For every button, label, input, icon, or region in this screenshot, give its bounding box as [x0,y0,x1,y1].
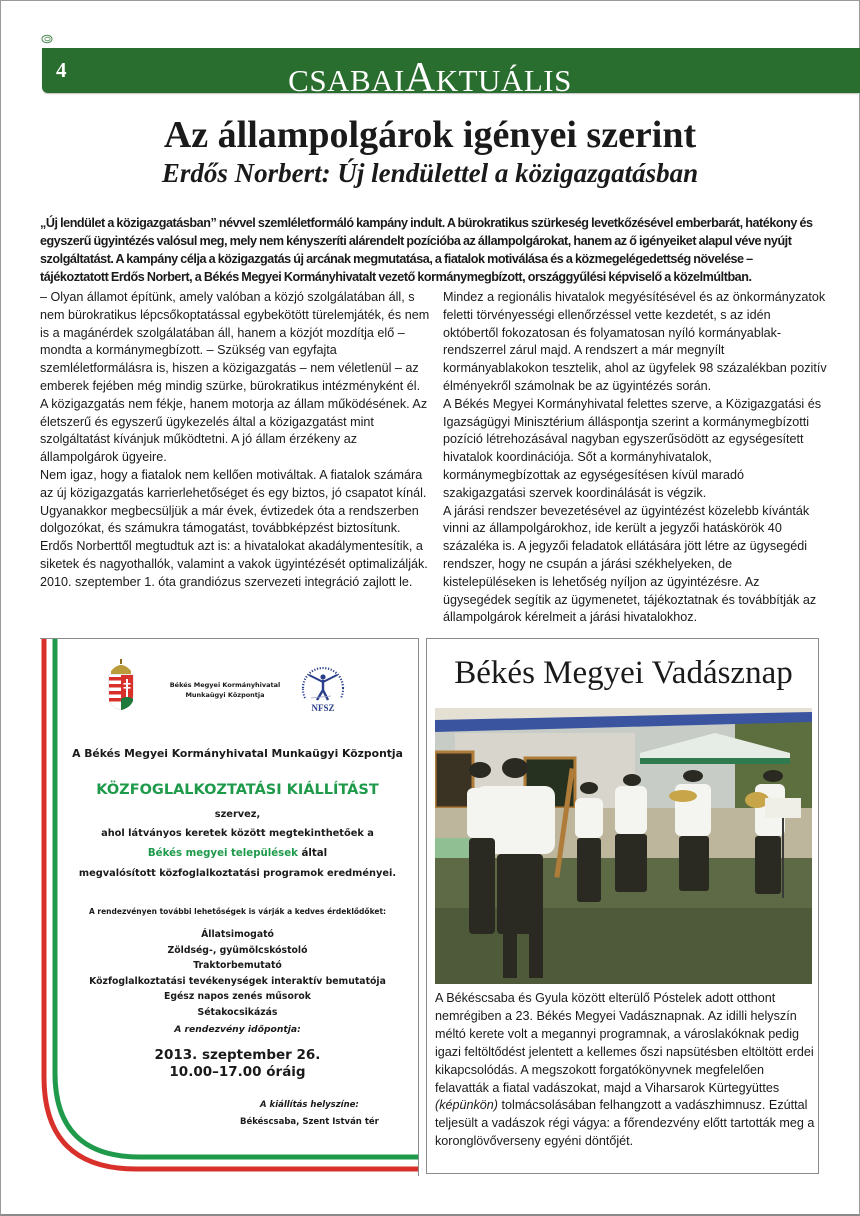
agency-name-line1: Békés Megyei Kormányhivatal [169,681,281,689]
program-item: Állatsimogató [201,929,274,940]
page-number: 4 [56,58,67,82]
hunting-day-text-part1: A Békéscsaba és Gyula között elterülő Póstelek adott otthont nemrégiben a 23. Békés Megyei Vadásznapnak. Az idilli helyszín méltó kerete volt a megannyi programnak, a városlakóknak pedig igazi feltöltődést jelentett a kellemes őszi napsütésben eltöltött erdei kikapcsolódás. A megszokott forgatókönyvnek megfelelően felavatták a fiatal vadászokat, majd a Viharsarok Kürtegyüttes [435,991,814,1095]
hungarian-coat-of-arms-icon [106,659,136,711]
article-lead: „Új lendület a közigazgatásban” névvel szemléletformáló kampány indult. A bürokratikus szürkeség levetkőzésével emberbarát, hatékony és egyszerű ügyintézés valósul meg, mely nem kényszeríti alárendelt pozícióba az állampolgárokat, hanem az ő igényeiket alapul véve nyújt szolgáltatást. A kampány célja a közigazgatás új arcának megmutatása, a fiatalok motiválása és a közmegelégedettség növelése – tájékoztatott Erdős Norbert, a Békés Megyei Kormányhivatalt vezető kormánymegbízott, országgyűlési képviselő a közelmúltban. [40,216,813,284]
ad-settlements-rest: által [297,848,328,859]
horn-ensemble-photo [435,708,812,984]
ad-date-hours: 10.00–17.00 óráig [169,1064,306,1080]
paragraph: A járási rendszer bevezetésével az ügyintézést közelebb kívánták vinni az állampolgárokhoz, ide került a jegyzői hatáskörök 40 százaléka is. A jegyzői feladatok ellátására jött létre az ügysegédi rendszer, hogy ne csupán a járási székhelyeken, de kistelepüléseken is lehetőség nyíljon az ügyintézésre. Az ügysegédek segítik az ügymenetet, tájékoztatnak és továbbítják az állampolgárok kérelmeit a járási hivatalokhoz. [443,503,817,625]
article-title: Az állampolgárok igényei szerint [163,114,697,156]
nfsz-logo-icon [295,660,351,716]
paragraph: A Békés Megyei Kormányhivatal felettes szerve, a Közigazgatási és Igazságügyi Minisztérium álláspontja szerint a kormánymegbízotti pozíció létrehozásával nagyban egyszerűsödött az egységesített hivatalok koordinációja. Sőt a kormányhivatalok, kormánymegbízottak az egységesítésen kívül maradó szakigazgatási szervek koordinálását is végzik. [443,396,822,500]
masthead [0,54,860,102]
masthead-part1: CSABAI [288,63,405,98]
ad-settlements [40,848,419,859]
hunting-day-text [435,990,815,1151]
ad-description: ahol látványos keretek között megtekinthetőek a [101,828,374,839]
ad-location-label: A kiállítás helyszíne: [260,1100,359,1110]
swirl-ornament-icon [41,34,53,44]
program-item: Zöldség-, gyümölcskóstoló [167,944,308,956]
ad-date-day: 2013. szeptember 26. [154,1047,321,1063]
ad-time-label: A rendezvény időpontja: [174,1024,301,1035]
exhibition-advertisement [40,638,419,1176]
svg-text:NFSZ: NFSZ [311,703,335,713]
ad-headline: KÖZFOGLALKOZTATÁSI KIÁLLÍTÁST [96,782,379,798]
ad-date [40,1047,419,1081]
ad-results: megvalósított közfoglalkoztatási programok eredményei. [78,868,397,879]
program-item: Egész napos zenés műsorok [164,991,311,1002]
hunting-day-text-part2: tolmácsolásában felhangzott a vadászhimnusz. Ezúttal teljesült a vadászok régi vágya: a főrendezvény előtt tartották meg a koronglövőverseny egyéni döntőjét. [435,1098,815,1149]
article-column-right [443,289,828,627]
hunting-day-box [426,638,819,1174]
agency-name [150,680,300,700]
ad-location: Békéscsaba, Szent István tér [240,1117,379,1127]
ad-further-options: A rendezvényen további lehetőségek is várják a kedves érdeklődőket: [88,907,387,916]
paragraph: Erdős Norberttől megtudtuk azt is: a hivatalokat akadálymentesítik, a siketek és nagyothallók, valamint a vakok ügyintézését optimalizálják. 2010. szeptember 1. óta grandiózus szervezeti integráció zajlott le. [40,539,428,589]
program-item: Traktorbemutató [193,960,282,971]
ad-logos [40,656,419,716]
hunting-day-title: Békés Megyei Vadásznap [454,655,793,691]
article-column-left [40,289,430,592]
ad-program-list [40,927,419,1020]
program-item: Közfoglalkoztatási tevékenységek interaktív bemutatója [89,975,386,987]
paragraph: Nem igaz, hogy a fiatalok nem kellően motiváltak. A fiatalok számára az új közigazgatás karrierlehetőséget és egy biztos, jó csapatot kínál. Ugyanakkor megbecsüljük a már évek, évtizedek óta a rendszerben dolgozókat, és számukra támogatást, továbbképzést biztosítunk. [40,467,427,536]
paragraph: – Olyan államot építünk, amely valóban a közjó szolgálatában áll, s nem bürokratikus lépcsőkoptatással egybekötött türelemjáték, és nem is a magánérdek szolgálatában áll, hanem a közjót mozdítja elő – mondta a kormánymegbízott. – Szükség van egyfajta szemléletformálásra is, hiszen a közigazgatás – nem véletlenül – az emberek fejében még mindig szürke, bürokratikus intézményként él. A közigazgatás nem fékje, hanem motorja az állam működésének. Az életszerű és egyszerű ügykezelés által a közigazgatást mint szolgáltatást kívánjuk működtetni. A jó állam érzékeny az állampolgárok ügyeire. [40,290,430,465]
photo-illustration-icon [435,708,812,984]
article-subtitle: Erdős Norbert: Új lendülettel a közigazgatásban [161,158,699,188]
masthead-part2: KTUÁLIS [435,63,572,98]
paragraph: Mindez a regionális hivatalok megyésítésével és az önkormányzatok feletti törvényességi ellenőrzéssel vette kezdetét, s az idén októbertől fokozatosan és folyamatosan nyíló kormányablak-rendszerrel zárul majd. A rendszert a már megnyílt kormányablakokon tesztelik, ahol az ügyfelek 98 százalékban pozitív élményekről számolnak be az ügyintézés során. [443,290,827,393]
ad-settlements-highlight: Békés megyei települések [147,848,298,859]
ad-szervez: szervez, [214,809,261,820]
program-item: Sétakocsikázás [197,1006,278,1018]
agency-name-line2: Munkaügyi Központja [185,691,265,699]
ad-organizer: A Békés Megyei Kormányhivatal Munkaügyi Központja [72,747,403,760]
masthead-big-letter: A [404,55,436,101]
hunting-day-text-italic: (képünkön) [435,1098,499,1113]
